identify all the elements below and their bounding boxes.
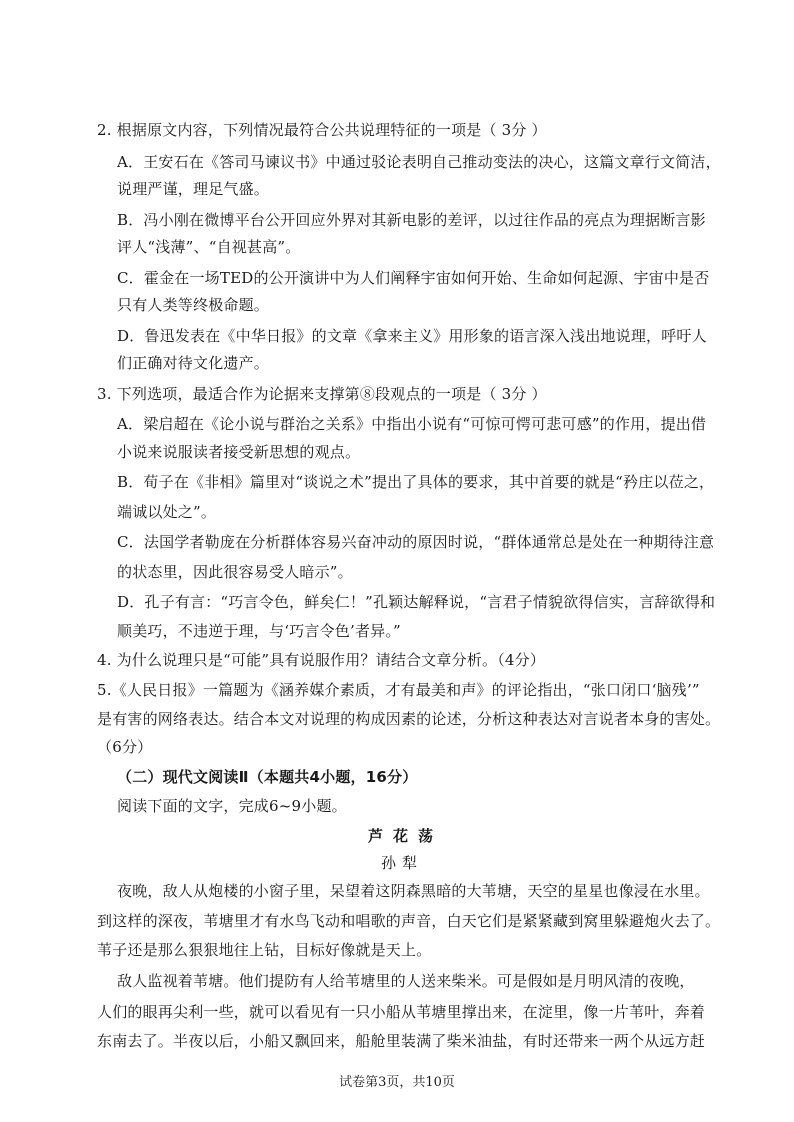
- q5-line3: （6分）: [97, 738, 153, 756]
- q3-option-d-line2: 顺美巧，不违逆于理，与‘巧言令色’者异。”: [117, 622, 401, 640]
- q3-option-b-line2: 端诚以处之”。: [117, 503, 217, 521]
- q3-option-b-line1: B．荀子在《非相》篇里对“谈说之术”提出了具体的要求，其中首要的就是“矜庄以莅之，: [117, 473, 715, 491]
- page-footer: 试卷第3页，共10页: [339, 1075, 455, 1090]
- paragraph-2-line3: 东南去了。半夜以后，小船又飘回来，船舱里装满了柴米油盐，有时还带来一两个从远方赶: [97, 1032, 706, 1050]
- paragraph-1-line1: 夜晚，敌人从炮楼的小窗子里，呆望着这阴森黑暗的大苇塘，天空的星星也像浸在水里。: [117, 882, 710, 900]
- q5-line2: 是有害的网络表达。结合本文对说理的构成因素的论述，分析这种表达对言说者本身的害处。: [97, 710, 721, 728]
- q2-option-c-line2: 只有人类等终极命题。: [117, 296, 270, 314]
- q3-stem: 3. 下列选项，最适合作为论据来支撑第⑧段观点的一项是（ 3分 ）: [97, 385, 547, 403]
- passage-title: 芦花荡: [368, 827, 444, 845]
- passage-author: 孙犁: [381, 854, 424, 872]
- q5-line1: 5.《人民日报》一篇题为《涵养媒介素质，才有最美和声》的评论指出，“张口闭口‘脑残’”: [97, 681, 700, 699]
- q2-option-a-line1: A．王安石在《答司马谏议书》中通过驳论表明自己推动变法的决心，这篇文章行文简洁，: [117, 153, 721, 171]
- paragraph-1-line3: 苇子还是那么狠狠地往上钻，目标好像就是天上。: [97, 941, 432, 959]
- paragraph-2-line1: 敌人监视着苇塘。他们提防有人给苇塘里的人送来柴米。可是假如是月明风清的夜晚，: [117, 972, 695, 990]
- q3-option-c-line2: 的状态里，因此很容易受人暗示”。: [117, 563, 353, 581]
- q2-option-b-line2: 评人“浅薄”、“自视甚高”。: [117, 238, 301, 256]
- q2-stem: 2. 根据原文内容，下列情况最符合公共说理特征的一项是（ 3分 ）: [97, 121, 547, 139]
- q4-stem: 4. 为什么说理只是“可能”具有说服作用？请结合文章分析。（4分）: [97, 651, 546, 669]
- q2-option-c-line1: C．霍金在一场TED的公开演讲中为人们阐释宇宙如何开始、生命如何起源、宇宙中是否: [117, 269, 710, 287]
- reading-instruction: 阅读下面的文字，完成6~9小题。: [117, 797, 347, 815]
- q2-option-d-line1: D．鲁迅发表在《中华日报》的文章《拿来主义》用形象的语言深入浅出地说理，呼吁人: [117, 327, 707, 345]
- q2-option-d-line2: 们正确对待文化遗产。: [117, 354, 270, 372]
- section-heading: （二）现代文阅读Ⅱ（本题共4小题，16分）: [117, 768, 418, 786]
- paragraph-1-line2: 到这样的深夜，苇塘里才有水鸟飞动和唱歌的声音，白天它们是紧紧藏到窝里躲避炮火去了。: [97, 912, 721, 930]
- q2-option-b-line1: B．冯小刚在微博平台公开回应外界对其新电影的差评，以过往作品的亮点为理据断言影: [117, 211, 706, 229]
- q3-option-a-line1: A．梁启超在《论小说与群治之关系》中指出小说有“可惊可愕可悲可感”的作用，提出借: [117, 415, 707, 433]
- paragraph-2-line2: 人们的眼再尖利一些，就可以看见有一只小船从苇塘里撑出来，在淀里，像一片苇叶，奔着: [97, 1003, 706, 1021]
- q3-option-c-line1: C．法国学者勒庞在分析群体容易兴奋冲动的原因时说，“群体通常总是处在一种期待注意: [117, 533, 715, 551]
- q3-option-d-line1: D．孔子有言：“巧言令色，鲜矣仁！”孔颖达解释说，“言君子情貌欲得信实，言辞欲得和: [117, 593, 716, 611]
- q3-option-a-line2: 小说来说服读者接受新思想的观点。: [117, 443, 361, 461]
- q2-option-a-line2: 说理严谨，理足气盛。: [117, 180, 270, 198]
